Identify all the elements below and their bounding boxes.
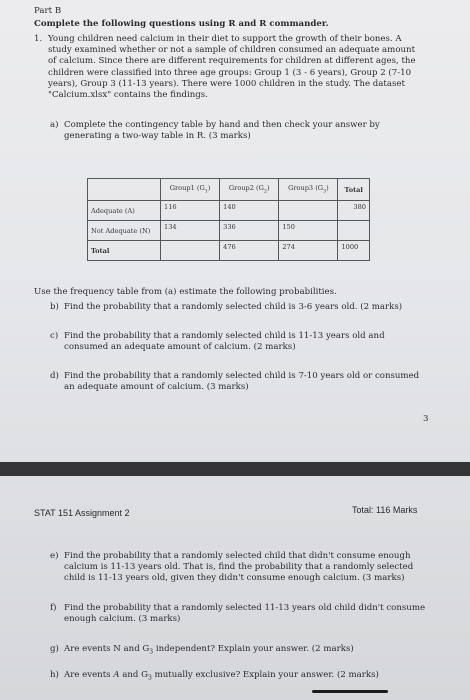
table-header-cell: Total	[338, 179, 370, 201]
table-header-row	[88, 179, 370, 201]
table-row-header: Total	[88, 241, 161, 261]
table-cell: 116	[161, 201, 220, 221]
part-title: Part B	[34, 6, 62, 16]
table-header-cell: Group2 $(G_2)$	[220, 179, 279, 201]
question-d	[50, 371, 428, 393]
question-c-label: c)	[50, 331, 59, 341]
table-cell: 476	[220, 241, 279, 261]
table-row	[88, 201, 370, 221]
question-f-label: f)	[50, 603, 57, 613]
footer-total-marks: Total: 116 Marks	[352, 505, 418, 515]
question-g	[50, 644, 428, 658]
question-1	[34, 34, 424, 101]
question-e-text: Find the probability that a randomly selected child that didn't consume enough calcium is 11-13 years old. That is, find the probability that a randomly selected child is 11-13 years old, given they didn't consume enough calcium. (3 marks)	[64, 551, 414, 584]
table-cell	[161, 241, 220, 261]
contingency-table	[87, 178, 370, 261]
instruction-heading: Complete the following questions using R and R commander.	[34, 19, 329, 29]
question-f-text: Find the probability that a randomly selected 11-13 years old child didn't consume enough calcium. (3 marks)	[64, 603, 426, 625]
question-a-text: Complete the contingency table by hand and then check your answer by generating a two-way table in R. (3 marks)	[64, 120, 380, 142]
table-cell: 336	[220, 221, 279, 241]
question-a-label: a)	[50, 120, 59, 130]
table-row-header: Not Adequate (N)	[88, 221, 161, 241]
pen-underline	[312, 690, 388, 693]
question-c	[50, 331, 428, 353]
table-header-cell: Group1 $(G_1)$	[161, 179, 220, 201]
table-cell: 380	[338, 201, 370, 221]
question-b-text: Find the probability that a randomly selected child is 3-6 years old. (2 marks)	[64, 302, 403, 312]
question-c-text: Find the probability that a randomly selected child is 11-13 years old and consumed an adequate amount of calcium. (2 marks)	[64, 331, 385, 353]
question-e	[50, 551, 428, 585]
page-number: 3	[423, 414, 429, 424]
question-1-number: 1.	[34, 34, 43, 44]
table-header-cell: Group3 $(G_3)$	[279, 179, 338, 201]
table-row	[88, 241, 370, 261]
table-row-header: Adequate (A)	[88, 201, 161, 221]
table-cell: 150	[279, 221, 338, 241]
question-e-label: e)	[50, 551, 59, 561]
table-cell	[338, 221, 370, 241]
table-cell	[279, 201, 338, 221]
question-h	[50, 670, 428, 684]
table-cell: 134	[161, 221, 220, 241]
question-g-label: g)	[50, 644, 59, 654]
question-a	[50, 120, 425, 142]
footer-course: STAT 151 Assignment 2	[34, 508, 130, 518]
question-h-label: h)	[50, 670, 59, 680]
question-b	[50, 302, 428, 313]
frequency-instruction: Use the frequency table from (a) estimate the following probabilities.	[34, 287, 337, 297]
question-d-text: Find the probability that a randomly selected child is 7-10 years old or consumed an adequate amount of calcium. (3 marks)	[64, 371, 420, 393]
table-cell: 140	[220, 201, 279, 221]
question-d-label: d)	[50, 371, 59, 381]
table-header-cell	[88, 179, 161, 201]
question-f	[50, 603, 428, 625]
question-g-text: Are events N and $G_3$ independent? Explain your answer. (2 marks)	[64, 644, 354, 656]
question-h-text: Are events A and $G_3$ mutually exclusive? Explain your answer. (2 marks)	[64, 670, 379, 682]
page-divider	[0, 462, 470, 476]
table-row	[88, 221, 370, 241]
table-cell: 274	[279, 241, 338, 261]
question-b-label: b)	[50, 302, 59, 312]
table-cell: 1000	[338, 241, 370, 261]
question-1-text: Young children need calcium in their diet to support the growth of their bones. A study examined whether or not a sample of children consumed an adequate amount of calcium. Since there are different requirements for children at different ages, the children were classified into three age groups: Group 1 (3 - 6 years), Group 2 (7-10 years), Group 3 (11-13 years). There were 1000 children in the study. The dataset "Calcium.xlsx" contains the findings.	[48, 34, 416, 101]
